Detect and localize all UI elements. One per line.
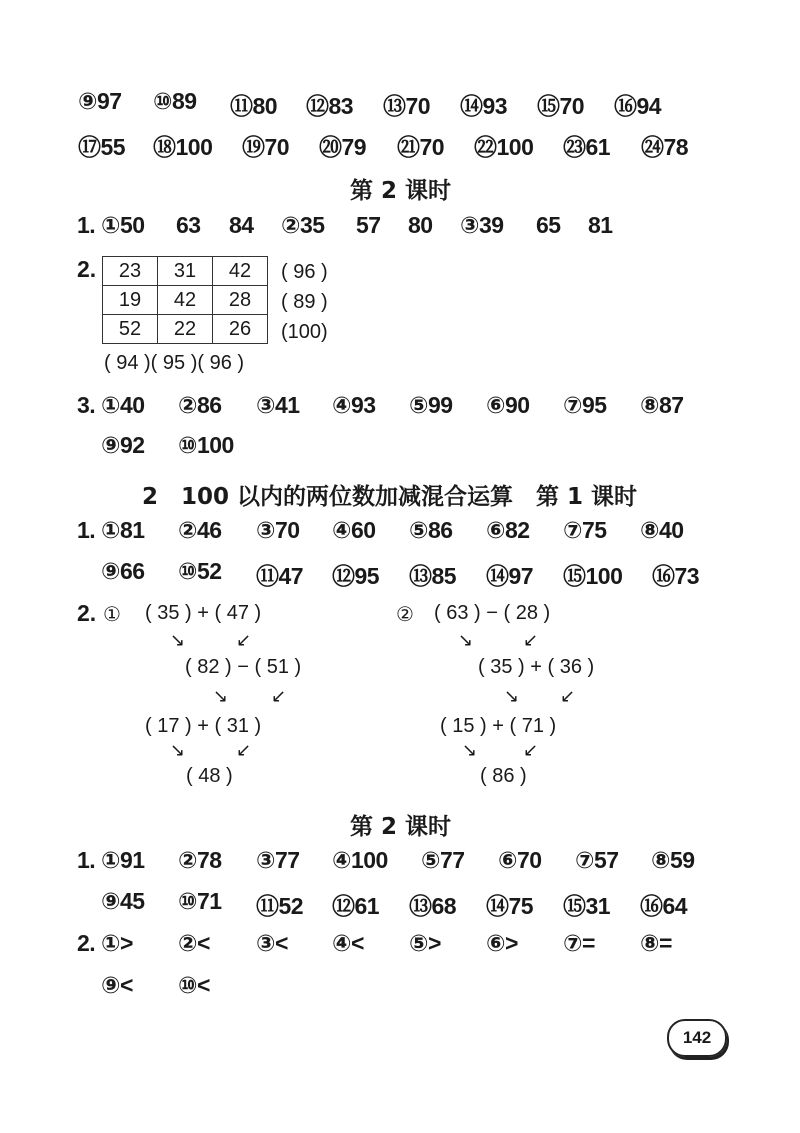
circle-mark: ① — [103, 604, 121, 626]
row-sum: ( 96 ) — [281, 261, 328, 283]
question-number: 2. — [77, 930, 96, 956]
answer-item: ⑳79 — [319, 134, 367, 160]
answer-item: 84 — [229, 212, 254, 238]
question-number: 1. — [77, 212, 96, 238]
answer-item: ⑬68 — [409, 893, 457, 919]
answer-item: ㉒100 — [474, 134, 534, 160]
grid-cell: 26 — [213, 315, 268, 344]
answer-item: ⑯64 — [640, 893, 688, 919]
answer-item: ⑫95 — [332, 563, 380, 589]
answer-item: ⑤99 — [409, 392, 453, 418]
question-number: 2. — [77, 256, 97, 282]
grid-cell: 52 — [103, 315, 158, 344]
grid-cell: 42 — [213, 257, 268, 286]
answer-item: ⑦95 — [563, 392, 607, 418]
answer-item: ㉓61 — [563, 134, 611, 160]
answer-item: ⑩< — [178, 972, 210, 998]
section-title: 第 2 课时 — [350, 814, 452, 840]
answer-item: 80 — [408, 212, 433, 238]
answer-item: ①81 — [101, 517, 145, 543]
answer-item: ⑥70 — [498, 847, 542, 873]
answer-item: ⑨45 — [101, 888, 145, 914]
section-title: 第 2 课时 — [350, 178, 452, 204]
answer-item: ②78 — [178, 847, 222, 873]
grid-row — [103, 315, 268, 344]
answer-item: 57 — [356, 212, 381, 238]
answer-item: ⑦57 — [575, 847, 619, 873]
answer-item: ⑨< — [101, 972, 133, 998]
answer-item: ⑧87 — [640, 392, 684, 418]
arrow-down-left-icon: ↙ — [523, 630, 539, 651]
arrow-down-left-icon: ↙ — [271, 686, 287, 707]
arrow-down-right-icon: ↘ — [458, 630, 474, 651]
answer-item: ⑨92 — [101, 432, 145, 458]
answer-item: ⑩100 — [178, 432, 234, 458]
answer-item: ⑥90 — [486, 392, 530, 418]
answer-item: ⑫61 — [332, 893, 380, 919]
number-grid — [102, 256, 268, 344]
answer-item: 63 — [176, 212, 201, 238]
answer-item: ⑫83 — [306, 93, 354, 119]
arrow-down-left-icon: ↙ — [236, 630, 252, 651]
grid-cell: 19 — [103, 286, 158, 315]
answer-item: ⑭93 — [460, 93, 508, 119]
tree-line: ( 15 ) + ( 71 ) — [440, 715, 557, 737]
answer-item: ③41 — [256, 392, 300, 418]
answer-item: ⑦= — [563, 930, 595, 956]
arrow-down-right-icon: ↘ — [462, 740, 478, 761]
grid-cell: 22 — [158, 315, 213, 344]
answer-item: 81 — [588, 212, 613, 238]
question-number: 1. — [77, 847, 96, 873]
answer-item: ⑧= — [640, 930, 672, 956]
answer-item: ⑯94 — [614, 93, 662, 119]
answer-item: ⑤77 — [421, 847, 465, 873]
tree-line: ( 35 ) + ( 36 ) — [478, 656, 595, 678]
answer-item: ⑥82 — [486, 517, 530, 543]
answer-item: ⑧59 — [651, 847, 695, 873]
answer-item: ⑮70 — [537, 93, 585, 119]
section-title: 2 100 以内的两位数加减混合运算 第 1 课时 — [142, 484, 638, 510]
answer-item: ③39 — [460, 212, 504, 238]
question-number: 1. — [77, 517, 96, 543]
grid-row — [103, 257, 268, 286]
answer-item: ⑱100 — [153, 134, 213, 160]
arrow-down-right-icon: ↘ — [504, 686, 520, 707]
answer-item: ⑲70 — [242, 134, 290, 160]
answer-item: ⑭75 — [486, 893, 534, 919]
tree-result: ( 48 ) — [186, 765, 233, 787]
arrow-down-left-icon: ↙ — [560, 686, 576, 707]
grid-cell: 31 — [158, 257, 213, 286]
answer-item: ⑥> — [486, 930, 518, 956]
answer-item: ⑮31 — [563, 893, 611, 919]
answer-item: ⑯73 — [652, 563, 700, 589]
tree-result: ( 86 ) — [480, 765, 527, 787]
column-sums: ( 94 )( 95 )( 96 ) — [104, 352, 245, 374]
grid-cell: 23 — [103, 257, 158, 286]
answer-item: ④100 — [332, 847, 388, 873]
answer-item: ①91 — [101, 847, 145, 873]
answer-item: ⑨97 — [78, 88, 122, 114]
answer-item: ⑪52 — [256, 893, 304, 919]
answer-item: ①40 — [101, 392, 145, 418]
question-number: 2. — [77, 600, 97, 626]
answer-item: ②46 — [178, 517, 222, 543]
answer-item: ⑪47 — [256, 563, 304, 589]
page-number-badge: 142 — [667, 1019, 727, 1057]
answer-item: ⑧40 — [640, 517, 684, 543]
answer-item: ⑬70 — [383, 93, 431, 119]
answer-item: ④60 — [332, 517, 376, 543]
arrow-down-left-icon: ↙ — [523, 740, 539, 761]
answer-item: ⑤> — [409, 930, 441, 956]
answer-item: ⑭97 — [486, 563, 534, 589]
answer-item: ③70 — [256, 517, 300, 543]
answer-item: 65 — [536, 212, 561, 238]
answer-item: ㉑70 — [397, 134, 445, 160]
answer-item: ①> — [101, 930, 133, 956]
answer-item: ⑨66 — [101, 558, 145, 584]
row-sum: (100) — [281, 321, 328, 343]
grid-row — [103, 286, 268, 315]
answer-item: ⑰55 — [78, 134, 126, 160]
row-sum: ( 89 ) — [281, 291, 328, 313]
answer-item: ④< — [332, 930, 364, 956]
arrow-down-left-icon: ↙ — [236, 740, 252, 761]
question-number: 3. — [77, 392, 96, 418]
answer-item: ⑦75 — [563, 517, 607, 543]
tree-line: ( 35 ) + ( 47 ) — [145, 602, 262, 624]
circle-mark: ② — [396, 604, 414, 626]
arrow-down-right-icon: ↘ — [213, 686, 229, 707]
answer-item: ①50 — [101, 212, 145, 238]
tree-line: ( 82 ) − ( 51 ) — [185, 656, 302, 678]
answer-item: ④93 — [332, 392, 376, 418]
answer-item: ③77 — [256, 847, 300, 873]
answer-item: ⑤86 — [409, 517, 453, 543]
answer-item: ②86 — [178, 392, 222, 418]
arrow-down-right-icon: ↘ — [170, 740, 186, 761]
answer-item: ⑪80 — [230, 93, 278, 119]
answer-item: ②< — [178, 930, 210, 956]
grid-cell: 42 — [158, 286, 213, 315]
tree-line: ( 63 ) − ( 28 ) — [434, 602, 551, 624]
answer-item: ⑩52 — [178, 558, 222, 584]
answer-item: ⑮100 — [563, 563, 623, 589]
arrow-down-right-icon: ↘ — [170, 630, 186, 651]
tree-line: ( 17 ) + ( 31 ) — [145, 715, 262, 737]
answer-item: ②35 — [281, 212, 325, 238]
answer-item: ㉔78 — [641, 134, 689, 160]
answer-item: ⑬85 — [409, 563, 457, 589]
answer-item: ⑩89 — [153, 88, 197, 114]
answer-item: ③< — [256, 930, 288, 956]
grid-cell: 28 — [213, 286, 268, 315]
answer-item: ⑩71 — [178, 888, 222, 914]
